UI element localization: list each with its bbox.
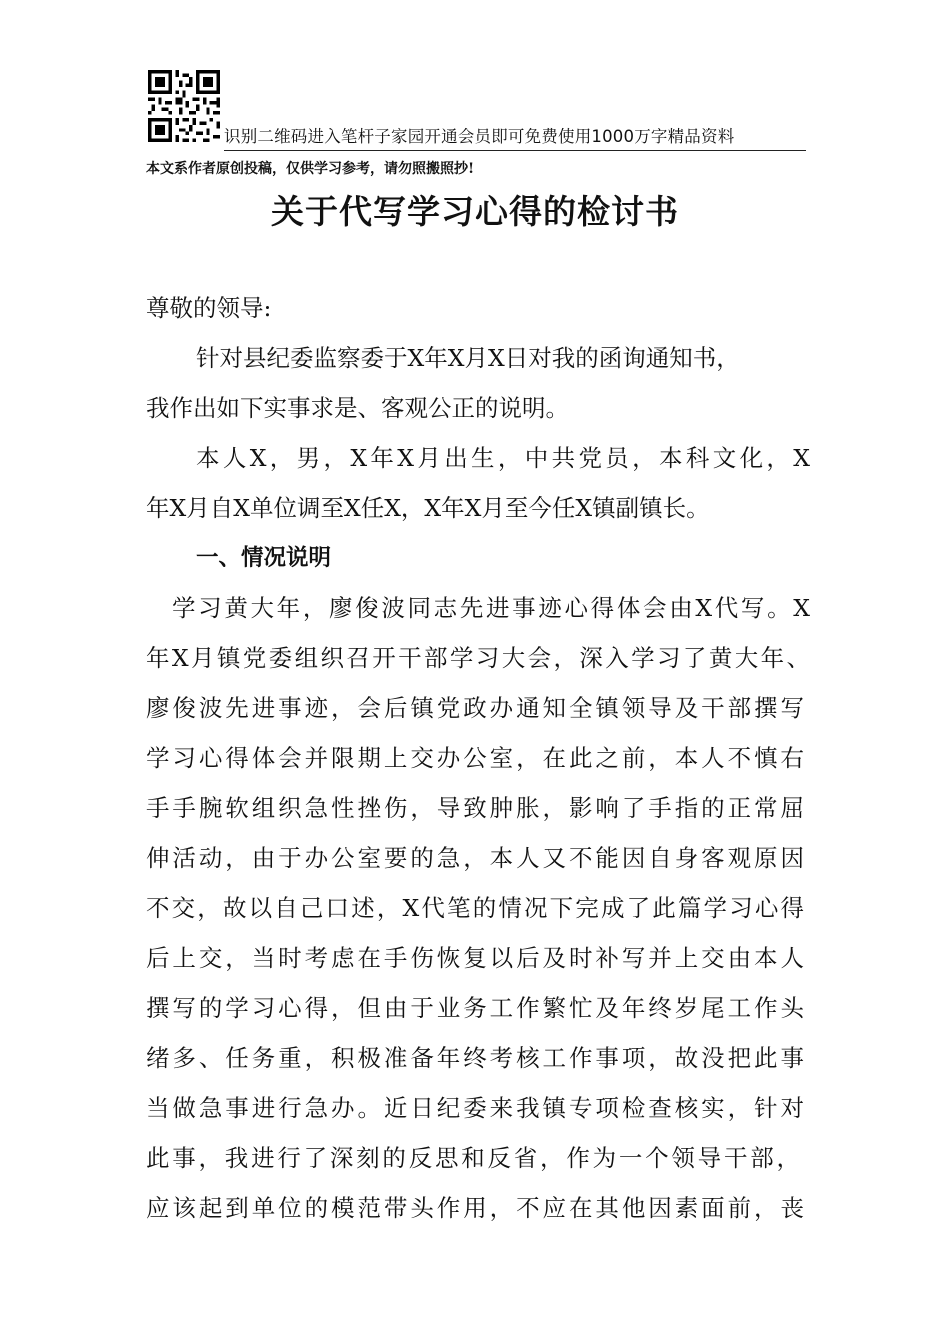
paragraph-line: 伸活动，由于办公室要的急，本人又不能因自身客观原因 bbox=[146, 844, 804, 872]
paragraph-line: 廖俊波先进事迹，会后镇党政办通知全镇领导及干部撰写 bbox=[146, 694, 804, 722]
paragraph-line: 手手腕软组织急性挫伤，导致肿胀，影响了手指的正常屈 bbox=[146, 794, 804, 822]
paragraph-line: 此事，我进行了深刻的反思和反省，作为一个领导干部， bbox=[146, 1144, 800, 1172]
paragraph-line: 年X月镇党委组织召开干部学习大会，深入学习了黄大年、 bbox=[146, 644, 810, 672]
salutation: 尊敬的领导: bbox=[146, 294, 272, 322]
paragraph-line: 针对县纪委监察委于X年X月X日对我的函询通知书， bbox=[196, 344, 740, 372]
section-heading: 一、情况说明 bbox=[196, 545, 332, 571]
paragraph-line: 当做急事进行急办。近日纪委来我镇专项检查核实，针对 bbox=[146, 1094, 804, 1122]
paragraph-line: 学习黄大年，廖俊波同志先进事迹心得体会由X代写。X bbox=[172, 594, 810, 622]
paragraph-line: 本人X，男，X年X月出生，中共党员，本科文化，X bbox=[196, 444, 810, 472]
paragraph-line: 撰写的学习心得，但由于业务工作繁忙及年终岁尾工作头 bbox=[146, 994, 804, 1022]
header-banner: 识别二维码进入笔杆子家园开通会员即可免费使用1000万字精品资料 bbox=[224, 126, 806, 151]
paragraph-line: 绪多、任务重，积极准备年终考核工作事项，故没把此事 bbox=[146, 1044, 804, 1072]
qr-code bbox=[148, 70, 220, 142]
document-title: 关于代写学习心得的检讨书 bbox=[271, 192, 679, 231]
copyright-notice: 本文系作者原创投稿，仅供学习参考，请勿照搬照抄! bbox=[146, 161, 475, 177]
paragraph-line: 不交，故以自己口述，X代笔的情况下完成了此篇学习心得 bbox=[146, 894, 804, 922]
paragraph-line: 应该起到单位的模范带头作用，不应在其他因素面前，丧 bbox=[146, 1194, 804, 1222]
paragraph-line: 学习心得体会并限期上交办公室，在此之前，本人不慎右 bbox=[146, 744, 804, 772]
paragraph-line: 我作出如下实事求是、客观公正的说明。 bbox=[146, 394, 569, 422]
paragraph-line: 年X月自X单位调至X任X，X年X月至今任X镇副镇长。 bbox=[146, 494, 710, 522]
paragraph-line: 后上交，当时考虑在手伤恢复以后及时补写并上交由本人 bbox=[146, 944, 804, 972]
